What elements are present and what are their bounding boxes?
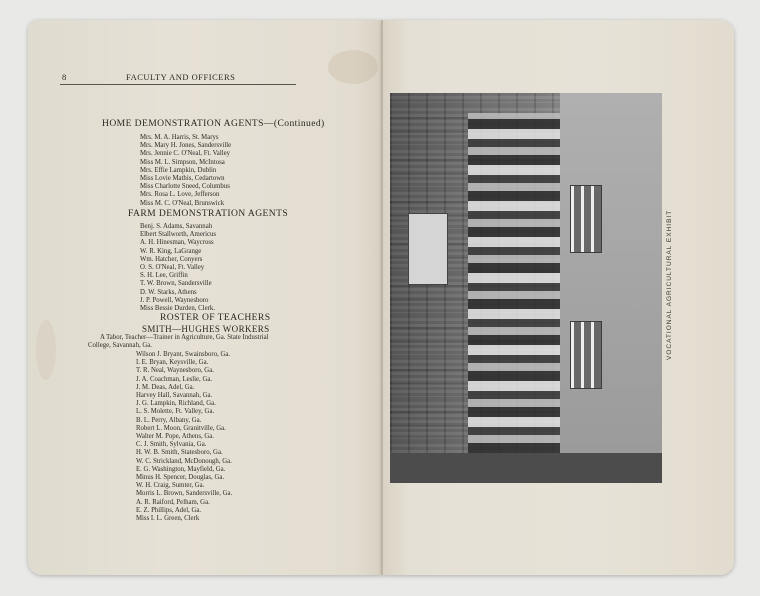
photo-caption: VOCATIONAL AGRICULTURAL EXHIBIT	[666, 209, 673, 360]
home-demo-list	[140, 134, 231, 208]
roster-intro-line1: A Tabor, Teacher—Trainer in Agriculture, Ga. State Industrial	[100, 334, 269, 341]
list-item: C. J. Smith, Sylvania, Ga.	[136, 441, 207, 449]
list-item: E. G. Washington, Mayfield, Ga.	[136, 465, 226, 473]
list-item: Miss Bessie Durden, Clerk.	[140, 305, 215, 313]
paper-stain	[36, 320, 56, 380]
list-item: Mrs. M. A. Harris, St. Marys	[140, 134, 219, 141]
list-item: W. C. Strickland, McDonough, Ga.	[136, 457, 232, 465]
list-item: Minus H. Spencer, Douglas, Ga.	[136, 474, 225, 482]
photo-group-of-people	[468, 113, 560, 463]
list-item: Morris L. Brown, Sandersville, Ga.	[136, 490, 233, 498]
farm-demo-title: FARM DEMONSTRATION AGENTS	[128, 208, 289, 219]
list-item: Miss Charlotte Sneed, Columbus	[140, 183, 230, 191]
list-item: J. A. Coachman, Leslie, Ga.	[136, 375, 213, 383]
book-gutter	[381, 20, 383, 575]
list-item: L. S. Molette, Ft. Valley, Ga.	[136, 408, 215, 416]
exhibit-photo	[390, 93, 662, 483]
list-item: Mrs. Rosa L. Love, Jefferson	[140, 191, 220, 199]
photo-window	[570, 321, 602, 389]
list-item: J. M. Deas, Adel, Ga.	[136, 383, 195, 391]
list-item: B. L. Perry, Albany, Ga.	[136, 416, 202, 424]
list-item: Harvey Hall, Savannah, Ga.	[136, 392, 213, 400]
list-item: Miss M. C. O'Neal, Brunswick	[140, 199, 225, 207]
list-item: H. W. B. Smith, Statesboro, Ga.	[136, 449, 223, 457]
list-item: J. P. Powell, Waynesboro	[140, 296, 209, 304]
list-item: A. R. Raiford, Pelham, Ga.	[136, 498, 210, 506]
list-item: Mrs. Effie Lampkin, Dublin	[140, 166, 217, 174]
list-item: I. E. Bryan, Keysville, Ga.	[136, 359, 209, 367]
roster-title: ROSTER OF TEACHERS	[160, 312, 271, 323]
list-item: Benj. S. Adams, Savannah	[140, 223, 213, 230]
roster-subtitle: SMITH—HUGHES WORKERS	[142, 324, 270, 334]
list-item: Wm. Hatcher, Conyers	[140, 255, 203, 263]
list-item: E. Z. Phillips, Adel, Ga.	[136, 506, 202, 514]
list-item: Mrs. Mary H. Jones, Sandersville	[140, 142, 232, 150]
photo-ground	[390, 453, 662, 483]
roster-intro-line2: College, Savannah, Ga.	[88, 342, 152, 349]
list-item: Mrs. Jennie C. O'Neal, Ft. Valley	[140, 150, 231, 158]
photo-sign	[408, 213, 448, 285]
list-item: J. G. Lampkin, Richland, Ga.	[136, 400, 216, 408]
list-item: W. R. King, LaGrange	[140, 247, 202, 255]
list-item: T. W. Brown, Sandersville	[140, 280, 212, 288]
list-item: Walter M. Pope, Athens, Ga.	[136, 433, 214, 441]
list-item: Miss I. L. Green, Clerk	[136, 515, 200, 523]
farm-demo-list	[140, 223, 216, 313]
list-item: Robert L. Moon, Granitville, Ga.	[136, 424, 226, 432]
running-head: FACULTY AND OFFICERS	[126, 72, 236, 82]
home-demo-title: HOME DEMONSTRATION AGENTS—(Continued)	[102, 118, 325, 129]
list-item: A. H. Hinesman, Waycross	[140, 239, 214, 247]
paper-stain	[328, 50, 378, 84]
list-item: Elbert Stallworth, Americus	[140, 231, 217, 239]
list-item: Miss Lovie Mathis, Cedartown	[140, 175, 225, 183]
photo-window	[570, 185, 602, 253]
list-item: T. R. Neal, Waynesboro, Ga.	[136, 367, 214, 375]
list-item: Miss M. L. Simpson, McIntosa	[140, 158, 225, 166]
roster-list	[136, 351, 232, 523]
list-item: S. H. Lee, Griffin	[140, 272, 188, 280]
list-item: W. H. Craig, Sumter, Ga.	[136, 482, 205, 490]
list-item: Wilson J. Bryant, Swainsboro, Ga.	[136, 351, 231, 358]
photo-building	[560, 93, 662, 483]
page-number: 8	[62, 72, 67, 82]
list-item: O. S. O'Neal, Ft. Valley	[140, 264, 205, 272]
header-rule	[60, 84, 296, 85]
list-item: D. W. Starks, Athens	[140, 288, 197, 296]
